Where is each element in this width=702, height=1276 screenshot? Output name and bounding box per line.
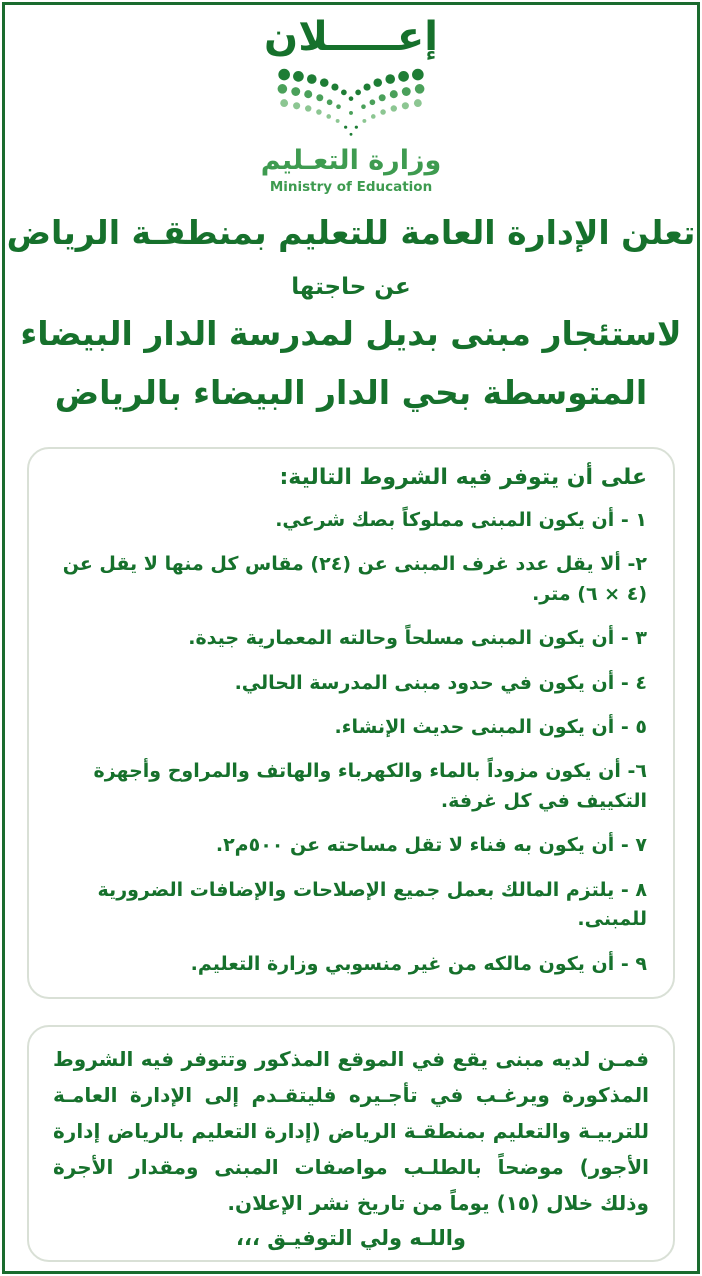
header-line-2: عن حاجتها <box>291 274 411 301</box>
announcement-content <box>5 5 697 1271</box>
closing-text-end: موضحاً بالطلـب مواصفات المبنى ومقدار الأجرة وذلك خلال (١٥) يوماً من تاريخ نشر الإعلان. <box>53 1155 649 1215</box>
condition-item-3: ٣ - أن يكون المبنى مسلحاً وحالته المعمارية جيدة. <box>188 627 647 650</box>
ministry-wordmark-english: Ministry of Education <box>269 179 433 195</box>
header-line-4: المتوسطة بحي الدار البيضاء بالرياض <box>54 372 648 412</box>
ministry-logo <box>5 63 697 195</box>
condition-item-6: ٦- أن يكون مزوداً بالماء والكهرباء والهاتف والمراوح وأجهزة التكييف في كل غرفة. <box>93 760 647 812</box>
header-line-1: تعلن الإدارة العامة للتعليم بمنطقـة الرياض <box>6 213 696 252</box>
condition-item-2: ٢- ألا يقل عدد غرف المبنى عن (٢٤) مقاس كل منها لا يقل عن (٤ × ٦) متر. <box>62 553 647 605</box>
closing-box <box>27 1025 675 1262</box>
closing-signoff: واللـه ولي التوفيـق ،،، <box>236 1226 466 1250</box>
announcement-title: إعـــــلان <box>264 14 438 60</box>
closing-text-department: (إدارة التعليم بالرياض إدارة الأجور) <box>53 1119 649 1179</box>
conditions-box <box>27 447 675 999</box>
condition-item-4: ٤ - أن يكون في حدود مبنى المدرسة الحالي. <box>234 671 647 694</box>
ministry-wordmark-arabic: وزارة التعـليم <box>260 145 442 176</box>
condition-item-5: ٥ - أن يكون المبنى حديث الإنشاء. <box>334 715 647 738</box>
conditions-intro: على أن يتوفر فيه الشروط التالية: <box>279 464 647 490</box>
condition-item-8: ٨ - يلتزم المالك بعمل جميع الإصلاحات والإضافات الضرورية للمبنى. <box>97 878 647 931</box>
header-line-3: لاستئجار مبنى بديل لمدرسة الدار البيضاء <box>20 314 682 354</box>
condition-item-7: ٧ - أن يكون به فناء لا تقل مساحته عن ٥٠٠م٢. <box>215 834 647 857</box>
condition-item-1: ١ - أن يكون المبنى مملوكاً بصك شرعي. <box>275 508 647 531</box>
closing-paragraph <box>53 1041 649 1221</box>
closing-text-start: فمـن لديه مبنى يقع في الموقع المذكور وتتوفر فيه الشروط المذكورة ويرغـب في تأجـيره فليتقـدم إلى الإدارة العامـة للتربيـة والتعليم بمنطقـة الرياض <box>53 1047 650 1143</box>
ministry-logo-dots-icon <box>5 63 697 149</box>
condition-item-9: ٩ - أن يكون مالكه من غير منسوبي وزارة التعليم. <box>190 952 647 975</box>
